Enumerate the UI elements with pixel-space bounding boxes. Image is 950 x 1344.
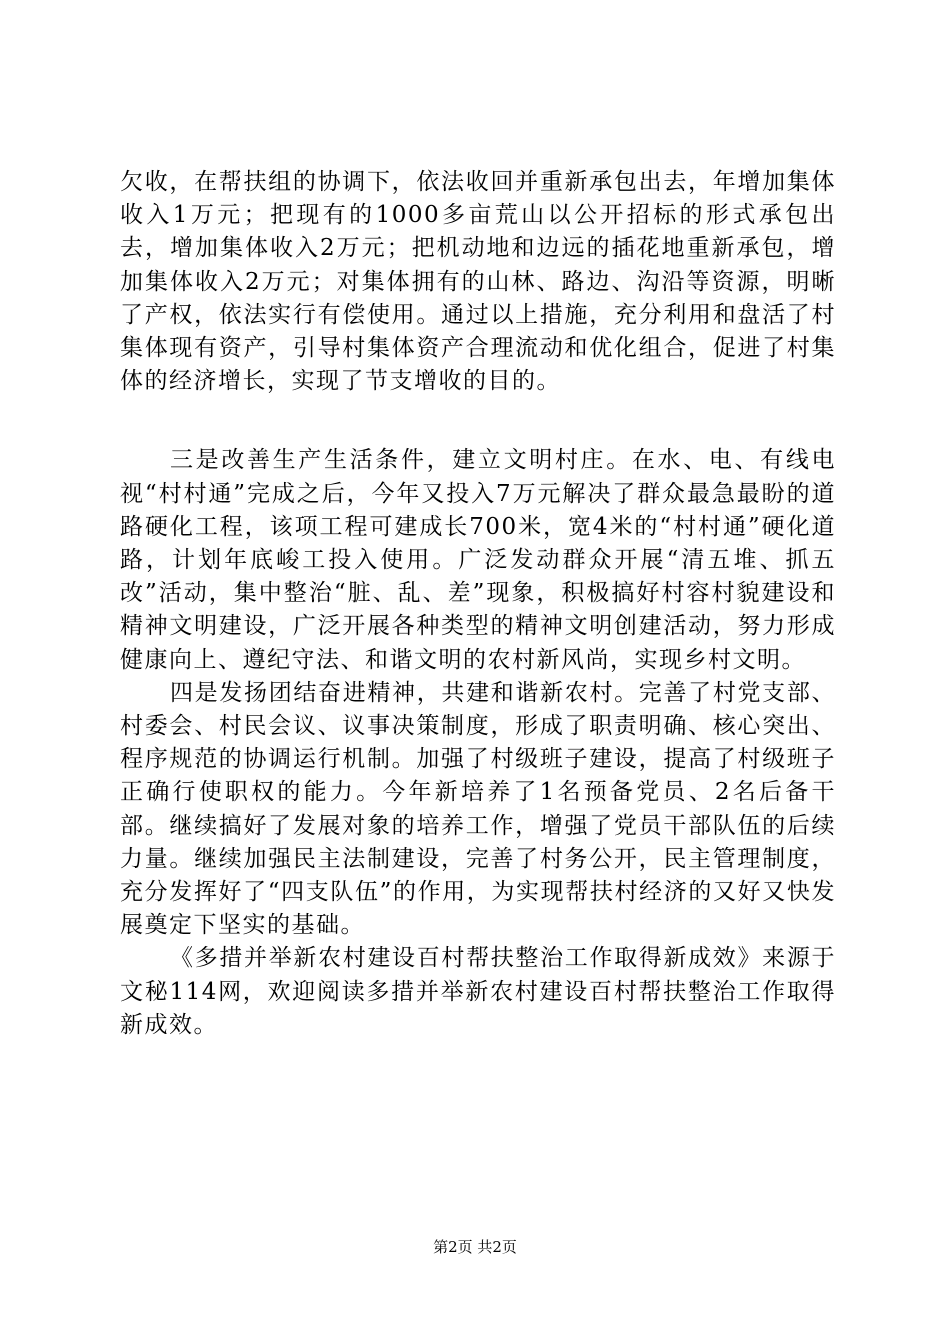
- page-footer: 第2页 共2页: [433, 1238, 517, 1256]
- paragraph-living-conditions: 三是改善生产生活条件，建立文明村庄。在水、电、有线电视“村村通”完成之后，今年又投入7万元解决了群众最急最盼的道路硬化工程，该项工程可建成长700米，宽4米的“村村通”硬化道路，计划年底峻工投入使用。广泛发动群众开展“清五堆、抓五改”活动，集中整治“脏、乱、差”现象，积极搞好村容村貌建设和精神文明建设，广泛开展各种类型的精神文明创建活动，努力形成健康向上、遵纪守法、和谐文明的农村新风尚，实现乡村文明。: [120, 447, 836, 673]
- paragraph-collective-income: 欠收，在帮扶组的协调下，依法收回并重新承包出去，年增加集体收入1万元；把现有的1000多亩荒山以公开招标的形式承包出去，增加集体收入2万元；把机动地和边远的插花地重新承包，增加集体收入2万元；对集体拥有的山林、路边、沟沿等资源，明晰了产权，依法实行有偿使用。通过以上措施，充分利用和盘活了村集体现有资产，引导村集体资产合理流动和优化组合，促进了村集体的经济增长，实现了节支增收的目的。: [120, 169, 836, 395]
- paragraph-source-note: 《多措并举新农村建设百村帮扶整治工作取得新成效》来源于文秘114网，欢迎阅读多措并举新农村建设百村帮扶整治工作取得新成效。: [120, 945, 836, 1038]
- document-body: [120, 166, 836, 1042]
- paragraph-harmonious-village: 四是发扬团结奋进精神，共建和谐新农村。完善了村党支部、村委会、村民会议、议事决策制度，形成了职责明确、核心突出、程序规范的协调运行机制。加强了村级班子建设，提高了村级班子正确行使职权的能力。今年新培养了1名预备党员、2名后备干部。继续搞好了发展对象的培养工作，增强了党员干部队伍的后续力量。继续加强民主法制建设，完善了村务公开，民主管理制度，充分发挥好了“四支队伍”的作用，为实现帮扶村经济的又好又快发展奠定下坚实的基础。: [120, 679, 836, 939]
- paragraph-gap: [120, 398, 836, 444]
